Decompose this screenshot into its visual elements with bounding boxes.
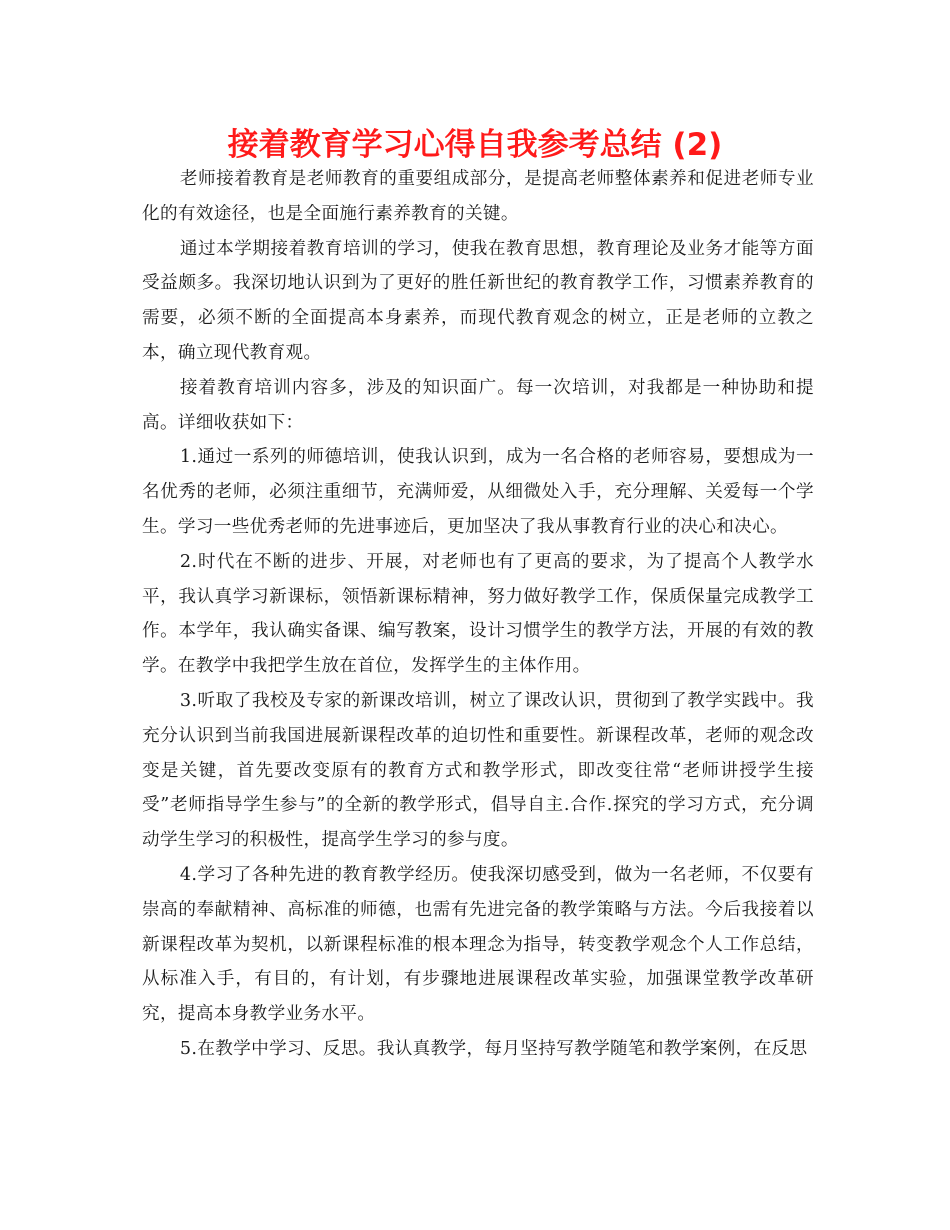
paragraph-training-benefits: 通过本学期接着教育培训的学习，使我在教育思想，教育理论及业务才能等方面受益颇多。我深切地认识到为了更好的胜任新世纪的教育教学工作，习惯素养教育的需要，必须不断的全面提高本身素养，而现代教育观念的树立，正是老师的立教之本，确立现代教育观。 [142, 238, 814, 363]
document-title: 接着教育学习心得自我参考总结 (2) [227, 127, 723, 163]
paragraph-gains-summary: 接着教育培训内容多，涉及的知识面广。每一次培训，对我都是一种协助和提高。详细收获如下： [142, 377, 814, 433]
paragraph-intro: 老师接着教育是老师教育的重要组成部分，是提高老师整体素养和促进老师专业化的有效途径，也是全面施行素养教育的关键。 [142, 169, 814, 224]
paragraph-item-2: 2.时代在不断的进步、开展，对老师也有了更高的要求，为了提高个人教学水平，我认真学习新课标，领悟新课标精神，努力做好教学工作，保质保量完成教学工作。本学年，我认确实备课、编写教案，设计习惯学生的教学方法，开展的有效的教学。在教学中我把学生放在首位，发挥学生的主体作用。 [142, 551, 814, 677]
paragraph-item-4: 4.学习了各种先进的教育教学经历。使我深切感受到，做为一名老师，不仅要有崇高的奉献精神、高标准的师德，也需有先进完备的教学策略与方法。今后我接着以新课程改革为契机，以新课程标准的根本理念为指导，转变教学观念个人工作总结，从标准入手，有目的，有计划，有步骤地进展课程改革实验，加强课堂教学改革研究，提高本身教学业务水平。 [142, 864, 814, 1025]
paragraph-item-1: 1.通过一系列的师德培训，使我认识到，成为一名合格的老师容易，要想成为一名优秀的老师，必须注重细节，充满师爱，从细微处入手，充分理解、关爱每一个学生。学习一些优秀老师的先进事迹后，更加坚决了我从事教育行业的决心和决心。 [142, 447, 814, 537]
document-body [142, 162, 814, 1067]
paragraph-item-5: 5.在教学中学习、反思。我认真教学，每月坚持写教学随笔和教学案例，在反思 [179, 1038, 808, 1059]
paragraph-item-3: 3.听取了我校及专家的新课改培训，树立了课改认识，贯彻到了教学实践中。我充分认识到当前我国进展新课程改革的迫切性和重要性。新课程改革，老师的观念改变是关键，首先要改变原有的教育方式和教学形式，即改变往常“老师讲授学生接受”老师指导学生参与”的全新的教学形式，倡导自主.合作.探究的学习方式，充分调动学生学习的积极性，提高学生学习的参与度。 [142, 690, 814, 851]
